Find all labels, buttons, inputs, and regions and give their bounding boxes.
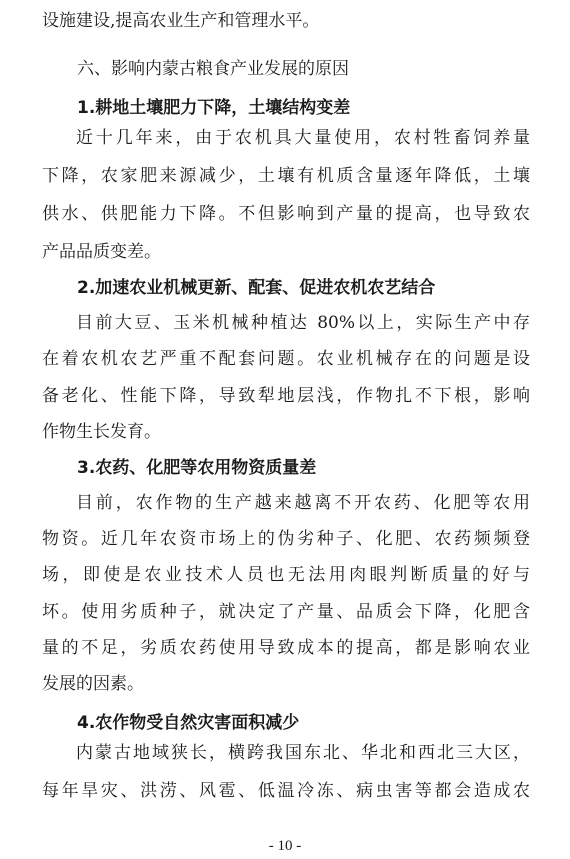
section-2-heading: 2.加速农业机械更新、配套、促进农机农艺结合: [77, 278, 436, 298]
section-1-heading: 1.耕地土壤肥力下降，土壤结构变差: [77, 98, 351, 118]
section-1-line: 下降，农家肥来源减少，土壤有机质含量逐年降低，土壤: [42, 166, 530, 186]
page-number: - 10 -: [268, 838, 302, 854]
section-4-heading: 4.农作物受自然灾害面积减少: [77, 713, 300, 733]
intro-line: 设施建设,提高农业生产和管理水平。: [42, 11, 320, 31]
section-2-line: 目前大豆、玉米机械种植达 80%以上，实际生产中存: [76, 313, 530, 333]
section-1-line: 产品品质变差。: [42, 242, 161, 262]
section-4-line: 内蒙古地域狭长，横跨我国东北、华北和西北三大区，: [76, 743, 530, 763]
section-2-line: 备老化、性能下降，导致犁地层浅，作物扎不下根，影响: [42, 386, 530, 406]
section-3-line: 量的不足，劣质农药使用导致成本的提高，都是影响农业: [42, 638, 530, 658]
section-3-line: 坏。使用劣质种子，就决定了产量、品质会下降，化肥含: [42, 602, 530, 622]
section-3-line: 目前，农作物的生产越来越离不开农药、化肥等农用: [76, 493, 530, 513]
section-4-line: 每年旱灾、洪涝、风雹、低温冷冻、病虫害等都会造成农: [42, 781, 530, 801]
section-1-line: 供水、供肥能力下降。不但影响到产量的提高，也导致农: [42, 204, 530, 224]
section-2-line: 在着农机农艺严重不配套问题。农业机械存在的问题是设: [42, 349, 530, 369]
section-2-line: 作物生长发育。: [42, 422, 161, 442]
section-3-heading: 3.农药、化肥等农用物资质量差: [77, 458, 317, 478]
section-3-line: 场，即使是农业技术人员也无法用肉眼判断质量的好与: [42, 565, 530, 585]
section-title: 六、影响内蒙古粮食产业发展的原因: [77, 59, 349, 79]
section-3-line: 发展的因素。: [42, 674, 144, 694]
section-1-line: 近十几年来，由于农机具大量使用，农村牲畜饲养量: [76, 128, 530, 148]
section-3-line: 物资。近几年农资市场上的伪劣种子、化肥、农药频频登: [42, 529, 530, 549]
